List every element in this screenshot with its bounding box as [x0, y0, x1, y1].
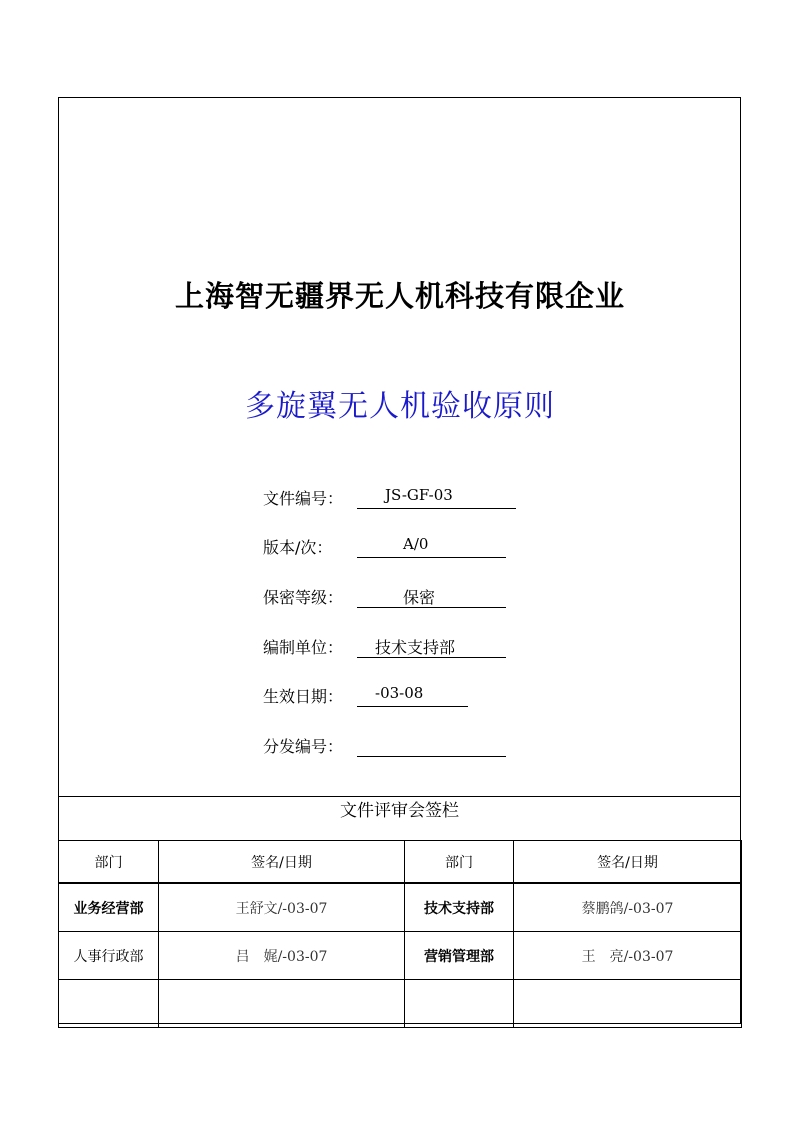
document-title: 多旋翼无人机验收原则 [245, 389, 555, 424]
signature-cell: 王舒文/-03-07 [159, 883, 405, 932]
unit-value: 技术支持部 [375, 638, 456, 657]
table-header-row [59, 841, 742, 884]
field-label: 保密等级： [263, 588, 344, 607]
table-row [59, 980, 742, 1028]
field-value-line [357, 684, 468, 707]
field-label: 生效日期： [263, 687, 344, 706]
field-label: 版本/次： [263, 538, 333, 557]
field-value-line [357, 734, 506, 757]
signature-cell [514, 980, 742, 1028]
signoff-table [58, 840, 742, 1028]
signoff-title: 文件评审会签栏 [58, 796, 741, 841]
field-value-line [357, 635, 506, 658]
field-value-line [357, 585, 506, 608]
field-value-line [357, 535, 506, 558]
dept-cell: 人事行政部 [59, 932, 159, 980]
doc-number-value: JS-GF-03 [385, 486, 453, 504]
effective-date-value: -03-08 [375, 684, 424, 702]
dept-cell: 技术支持部 [405, 883, 514, 932]
dept-cell [59, 980, 159, 1028]
signature-cell: 蔡鹏鸽/-03-07 [514, 883, 742, 932]
field-label: 编制单位： [263, 638, 344, 657]
company-name: 上海智无疆界无人机科技有限企业 [174, 279, 625, 313]
field-label: 分发编号： [263, 737, 344, 756]
field-label: 文件编号： [263, 489, 344, 508]
security-value: 保密 [403, 588, 436, 607]
header-signature-date: 签名/日期 [514, 841, 742, 884]
dept-cell [405, 980, 514, 1028]
table-row [59, 883, 742, 932]
dept-cell: 业务经营部 [59, 883, 159, 932]
version-value: A/0 [403, 535, 429, 553]
field-value-line [357, 486, 516, 509]
signature-cell: 王 亮/-03-07 [514, 932, 742, 980]
signature-cell [159, 980, 405, 1028]
header-dept: 部门 [405, 841, 514, 884]
dept-cell: 营销管理部 [405, 932, 514, 980]
table-row [59, 932, 742, 980]
signature-cell: 吕 娓/-03-07 [159, 932, 405, 980]
header-signature-date: 签名/日期 [159, 841, 405, 884]
header-dept: 部门 [59, 841, 159, 884]
